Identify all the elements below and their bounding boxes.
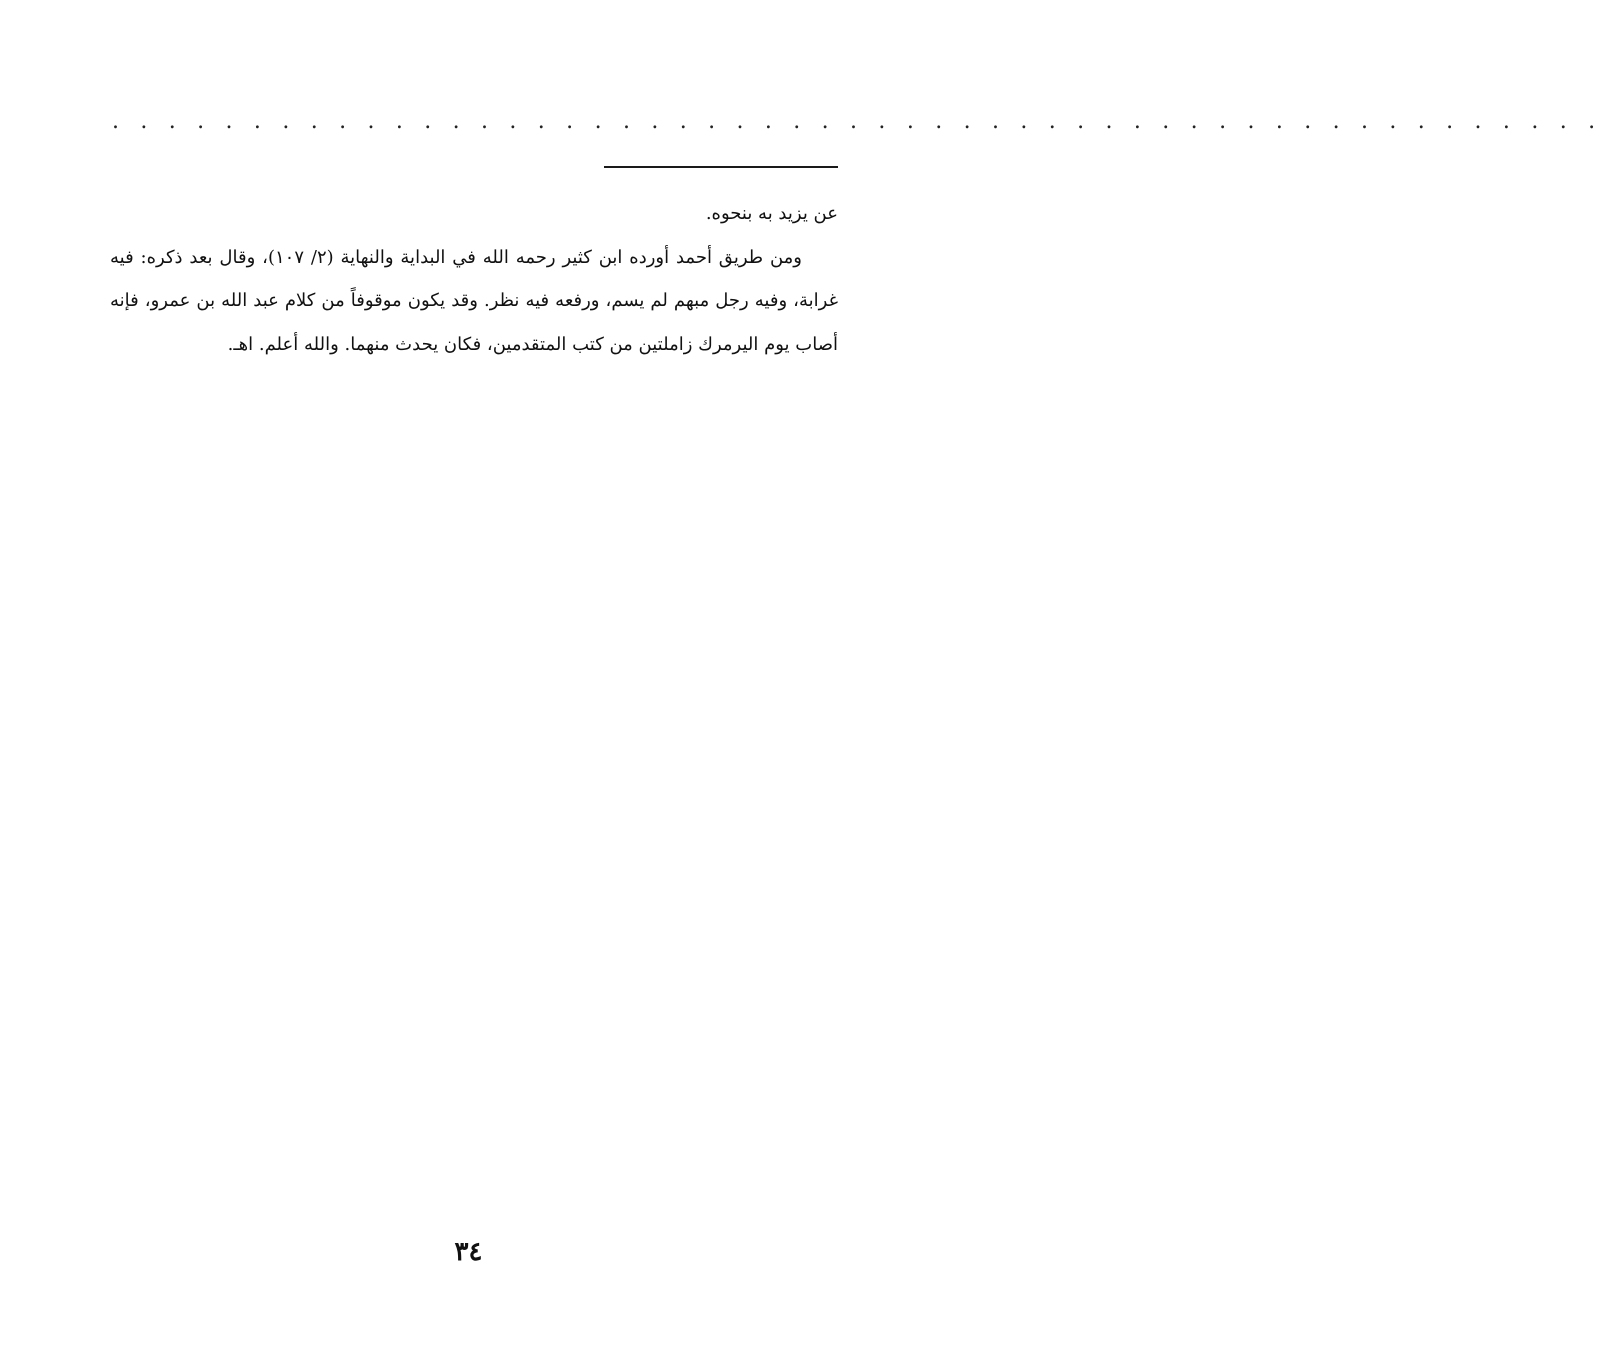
footnote-text	[110, 192, 838, 366]
ellipsis-separator: . . . . . . . . . . . . . . . . . . . . . . . . . . . . . . . . . . . . . . . . . . . . . . . . . . . . .	[112, 109, 1602, 134]
page-number: ٣٤	[454, 1237, 483, 1267]
footnote-paragraph: ومن طريق أحمد أورده ابن كثير رحمه الله في البداية والنهاية (٢/ ١٠٧)، وقال بعد ذكره: فيه غرابة، وفيه رجل مبهم لم يسم، ورفعه فيه نظر. وقد يكون موقوفاً من كلام عبد الله بن عمرو، فإنه أصاب يوم اليرمرك زاملتين من كتب المتقدمين، فكان يحدث منهما. والله أعلم. اهـ.	[110, 246, 838, 355]
footnote-separator-line	[604, 166, 838, 168]
footnote-line-1: عن يزيد به بنحوه.	[705, 203, 838, 224]
